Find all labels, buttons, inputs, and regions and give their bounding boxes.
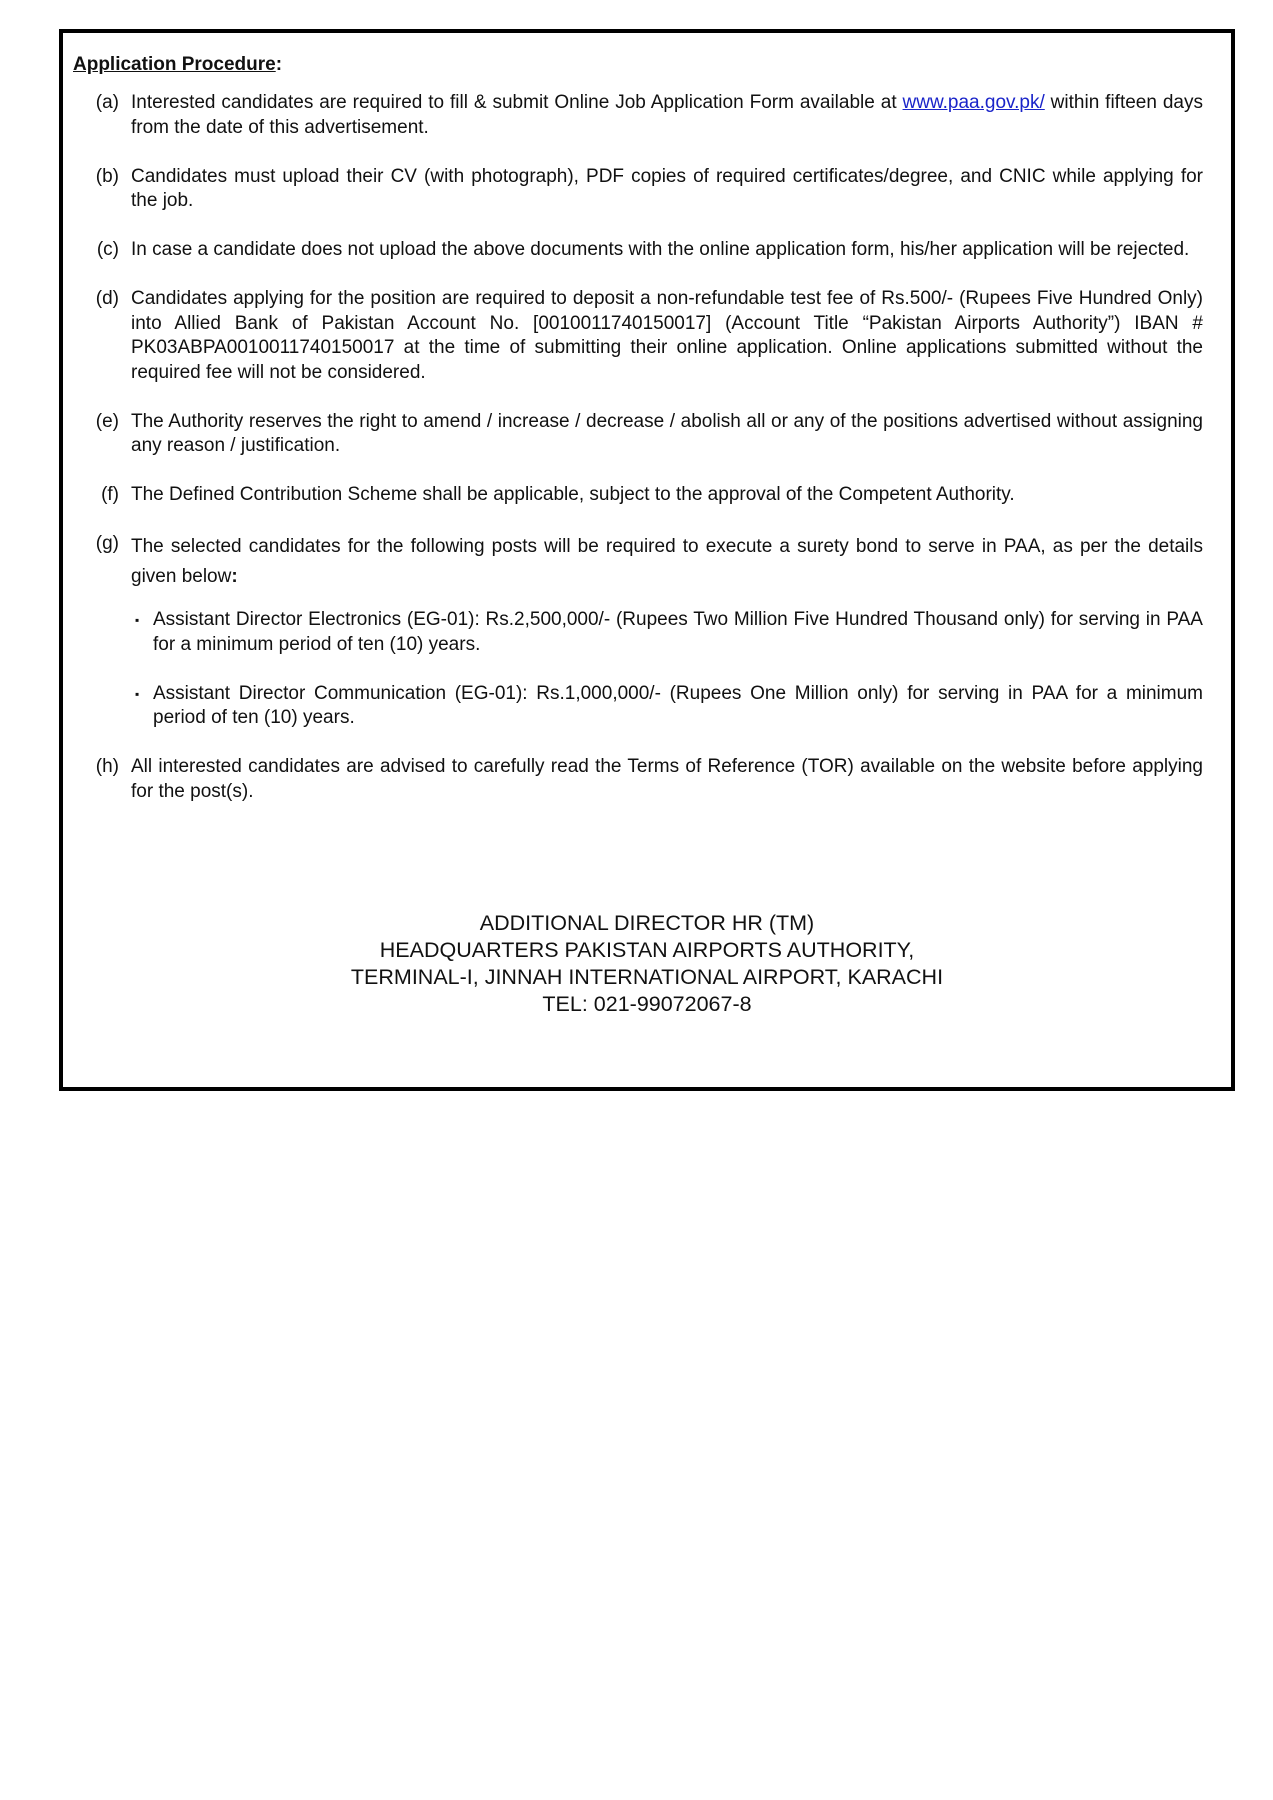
item-text-colon: : — [231, 566, 238, 587]
section-heading — [73, 53, 282, 77]
section-heading-title: Application Procedure — [73, 54, 276, 75]
procedure-item-d — [73, 287, 1203, 385]
item-marker: (c) — [96, 239, 119, 260]
item-text: The Defined Contribution Scheme shall be applicable, subject to the approval of the Competent Authority. — [131, 484, 1015, 505]
item-text: The Authority reserves the right to amend / increase / decrease / abolish all or any of the positions advertised without assigning any reason / justification. — [131, 410, 1203, 456]
item-marker: (f) — [101, 484, 119, 505]
address-line-title: ADDITIONAL DIRECTOR HR (TM) — [479, 911, 815, 935]
item-marker: (g) — [95, 533, 119, 554]
item-text: Candidates applying for the position are required to deposit a non-refundable test fee of Rs.500/- (Rupees Five Hundred Only) into Allied Bank of Pakistan Account No. [0010011740150017] (Account Title “Pakistan Airports Authority”) IBAN # PK03ABPA0010011740150017 at the time of submitting their online application. Online applications submitted without the required fee will not be considered. — [131, 288, 1203, 383]
item-text: In case a candidate does not upload the above documents with the online application form, his/her application will be rejected. — [131, 239, 1190, 260]
item-text: All interested candidates are advised to carefully read the Terms of Reference (TOR) available on the website before applying for the post(s). — [131, 756, 1203, 802]
item-text: Candidates must upload their CV (with photograph), PDF copies of required certificates/degree, and CNIC while applying for the job. — [131, 165, 1203, 211]
square-bullet-icon: ▪ — [135, 686, 140, 701]
section-heading-colon: : — [275, 54, 283, 75]
item-text-body: The selected candidates for the following posts will be required to execute a surety bond to serve in PAA, as per the details given below — [131, 536, 1203, 587]
address-line-phone: TEL: 021-99072067-8 — [542, 992, 752, 1016]
item-marker: (h) — [95, 756, 119, 777]
item-text — [131, 91, 1203, 140]
procedure-item-a — [73, 91, 1203, 140]
procedure-item-c — [73, 238, 1203, 263]
item-text — [131, 532, 1203, 592]
item-text-after-link: within fifteen days from the date of this advertisement. — [131, 92, 1203, 138]
address-line-location: TERMINAL-I, JINNAH INTERNATIONAL AIRPORT, KARACHI — [350, 965, 944, 989]
paa-website-link[interactable]: www.paa.gov.pk/ — [902, 92, 1045, 113]
surety-bond-item — [131, 682, 1203, 731]
contact-address-block — [59, 910, 1235, 1018]
procedure-list — [73, 91, 1203, 829]
address-line-organization: HEADQUARTERS PAKISTAN AIRPORTS AUTHORITY, — [379, 938, 915, 962]
square-bullet-icon: ▪ — [135, 613, 140, 627]
item-text-before-link: Interested candidates are required to fill & submit Online Job Application Form available at — [131, 92, 903, 113]
bullet-text: Assistant Director Electronics (EG-01): Rs.2,500,000/- (Rupees Two Million Five Hundred Thousand only) for serving in PAA for a minimum period of ten (10) years. — [153, 609, 1203, 655]
procedure-item-b — [73, 165, 1203, 214]
procedure-item-e — [73, 410, 1203, 459]
bullet-text: Assistant Director Communication (EG-01): Rs.1,000,000/- (Rupees One Million only) for serving in PAA for a minimum period of ten (10) years. — [153, 682, 1203, 728]
surety-bond-item — [131, 608, 1203, 657]
surety-bond-list — [131, 608, 1203, 731]
item-marker: (b) — [95, 165, 119, 187]
procedure-item-g — [73, 532, 1203, 592]
procedure-item-f — [73, 483, 1203, 508]
item-marker: (e) — [95, 410, 119, 432]
procedure-item-h — [73, 755, 1203, 804]
item-marker: (a) — [95, 92, 119, 113]
item-marker: (d) — [95, 288, 119, 309]
